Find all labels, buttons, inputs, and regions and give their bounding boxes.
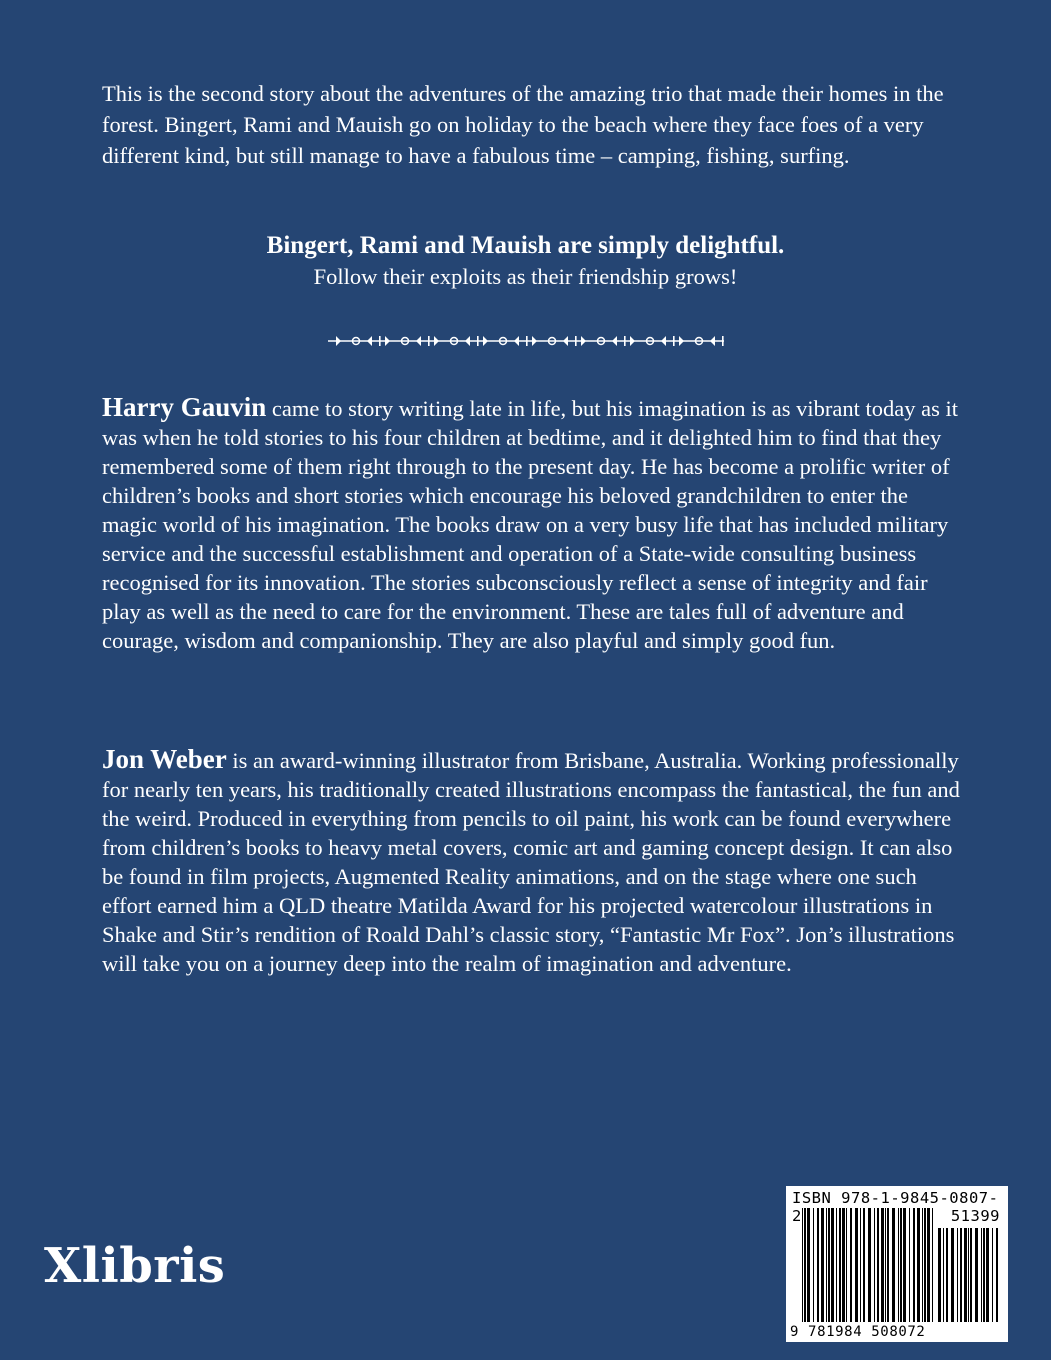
publisher-logo: Xlibris (44, 1238, 226, 1294)
illustrator-bio (102, 745, 960, 978)
tagline-headline: Bingert, Rami and Mauish are simply delightful. (266, 232, 785, 259)
barcode (786, 1186, 1008, 1342)
blurb-paragraph: This is the second story about the adventures of the amazing trio that made their homes in the forest. Bingert, Rami and Mauish go on holiday to the beach where they face foes of a very different kind, but still manage to have a fabulous time – camping, fishing, surfing. (102, 81, 944, 168)
illustrator-bio-text: is an award-winning illustrator from Brisbane, Australia. Working professionally for nearly ten years, his traditionally created illustrations encompass the fantastical, the fun and the weird. Produced in everything from pencils to oil paint, his work can be found everywhere from children’s books to heavy metal covers, comic art and gaming concept design. It can also be found in film projects, Augmented Reality animations, and on the stage where one such effort earned him a QLD theatre Matilda Award for his projected watercolour illustrations in Shake and Stir’s rendition of Roald Dahl’s classic story, “Fantastic Mr Fox”. Jon’s illustrations will take you on a journey deep into the realm of imagination and adventure. (102, 748, 960, 976)
barcode-addon-number: 51399 (950, 1207, 1000, 1225)
illustrator-name: Jon Weber (102, 744, 227, 774)
barcode-bars (802, 1208, 936, 1322)
tagline (0, 230, 1051, 292)
ean-number: 9 781984 508072 (790, 1324, 926, 1340)
author-bio (102, 393, 960, 655)
author-name: Harry Gauvin (102, 392, 267, 422)
ornamental-divider (326, 333, 726, 349)
isbn-label: ISBN 978-1-9845-0807-2 (792, 1189, 999, 1225)
barcode-addon-bars (938, 1228, 1000, 1322)
tagline-subline: Follow their exploits as their friendship grows! (313, 264, 738, 289)
author-bio-text: came to story writing late in life, but his imagination is as vibrant today as it was when he told stories to his four children at bedtime, and it delighted him to find that they remembered some of them right through to the present day. He has become a prolific writer of children’s books and short stories which encourage his beloved grandchildren to enter the magic world of his imagination. The books draw on a very busy life that has included military service and the successful establishment and operation of a State-wide consulting business recognised for its innovation. The stories subconsciously reflect a sense of integrity and fair play as well as the need to care for the environment. These are tales full of adventure and courage, wisdom and companionship. They are also playful and simply good fun. (102, 396, 959, 653)
